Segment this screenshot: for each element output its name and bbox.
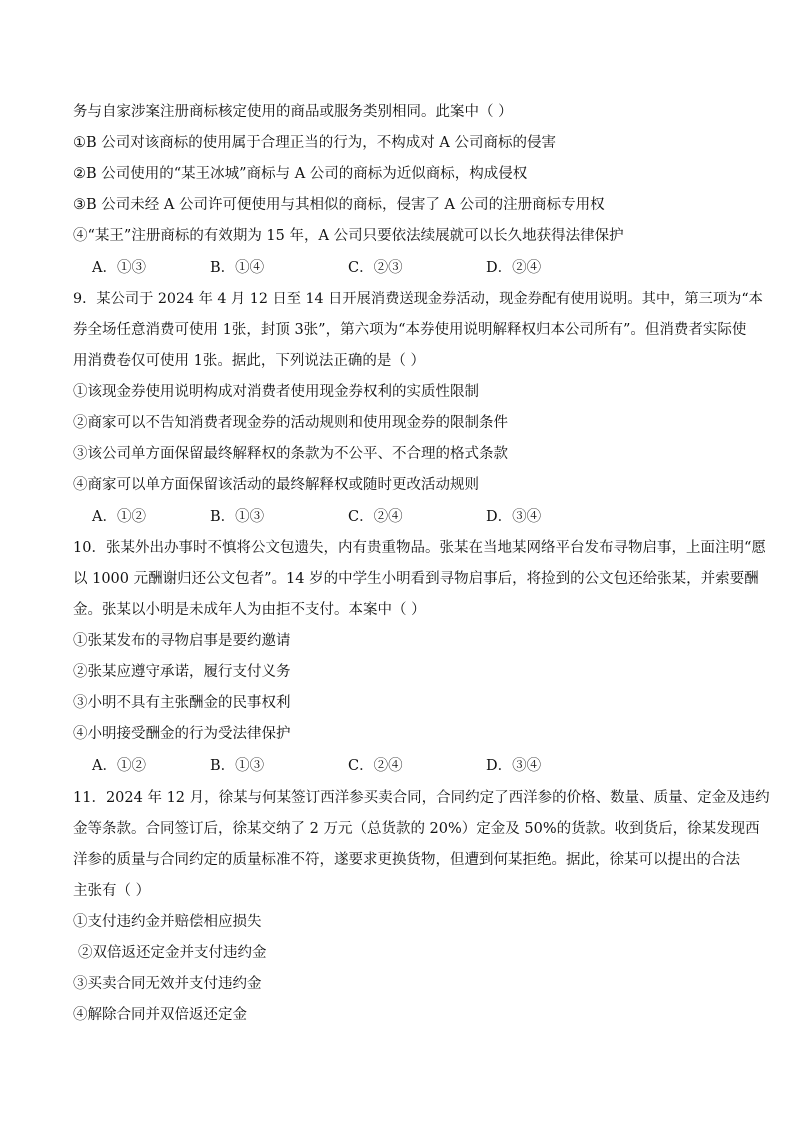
q10-statement-2: ②张某应遵守承诺，履行支付义务 xyxy=(73,664,291,680)
q8-option-c: C．②③ xyxy=(348,260,403,276)
q10-stem-line-3: 金。张某以小明是未成年人为由拒不支付。本案中（ ） xyxy=(73,602,426,618)
q9-options xyxy=(92,507,692,527)
q8-option-a: A．①③ xyxy=(92,260,146,276)
q10-option-c: C．②④ xyxy=(348,758,403,774)
q9-statement-2: ②商家可以不告知消费者现金券的活动规则和使用现金券的限制条件 xyxy=(73,415,508,431)
q11-stem-line-4: 主张有（ ） xyxy=(73,883,151,899)
q10-option-b: B．①③ xyxy=(210,758,265,774)
q11-stem-line-2: 金等条款。合同签订后，徐某交纳了 2 万元（总货款的 20%）定金及 50%的货款。收到货后，徐某发现西 xyxy=(73,821,760,837)
q10-statement-3: ③小明不具有主张酬金的民事权利 xyxy=(73,695,291,711)
q9-option-b: B．①③ xyxy=(210,509,265,525)
q9-stem-line-1: 9．某公司于 2024 年 4 月 12 日至 14 日开展消费送现金券活动，现金券配有使用说明。其中，第三项为“本 xyxy=(73,291,763,307)
q8-option-d: D．②④ xyxy=(486,260,542,276)
q11-statement-4: ④解除合同并双倍返还定金 xyxy=(73,1007,247,1023)
q9-option-d: D．③④ xyxy=(486,509,542,525)
q10-statement-4: ④小明接受酬金的行为受法律保护 xyxy=(73,726,291,742)
q8-option-b: B．①④ xyxy=(210,260,265,276)
q11-stem-line-1: 11．2024 年 12 月，徐某与何某签订西洋参买卖合同，合同约定了西洋参的价格、数量、质量、定金及违约 xyxy=(73,790,770,806)
q11-statement-2: ②双倍返还定金并支付违约金 xyxy=(78,945,267,961)
q9-option-a: A．①② xyxy=(92,509,146,525)
q9-statement-3: ③该公司单方面保留最终解释权的条款为不公平、不合理的格式条款 xyxy=(73,446,508,462)
q11-stem-line-3: 洋参的质量与合同约定的质量标准不符，遂要求更换货物，但遭到何某拒绝。据此，徐某可以提出的合法 xyxy=(73,852,740,868)
q10-statement-1: ①张某发布的寻物启事是要约邀请 xyxy=(73,633,291,649)
q8-statement-4: ④“某王”注册商标的有效期为 15 年，A 公司只要依法续展就可以长久地获得法律保护 xyxy=(73,228,624,244)
q9-option-c: C．②④ xyxy=(348,509,403,525)
q10-options xyxy=(92,756,692,776)
q10-stem-line-1: 10．张某外出办事时不慎将公文包遗失，内有贵重物品。张某在当地某网络平台发布寻物启事，上面注明“愿 xyxy=(73,540,766,556)
q10-option-a: A．①② xyxy=(92,758,146,774)
q8-stem-tail: 务与自家涉案注册商标核定使用的商品或服务类别相同。此案中（ ） xyxy=(73,104,513,120)
q8-options xyxy=(92,258,692,278)
q10-option-d: D．③④ xyxy=(486,758,542,774)
q11-statement-3: ③买卖合同无效并支付违约金 xyxy=(73,976,262,992)
q11-statement-1: ①支付违约金并赔偿相应损失 xyxy=(73,914,262,930)
q8-statement-2: ②B 公司使用的“某王冰城”商标与 A 公司的商标为近似商标，构成侵权 xyxy=(73,166,528,182)
q9-statement-1: ①该现金券使用说明构成对消费者使用现金券权利的实质性限制 xyxy=(73,384,479,400)
q8-statement-1: ①B 公司对该商标的使用属于合理正当的行为，不构成对 A 公司商标的侵害 xyxy=(73,135,556,151)
q9-statement-4: ④商家可以单方面保留该活动的最终解释权或随时更改活动规则 xyxy=(73,477,479,493)
q10-stem-line-2: 以 1000 元酬谢归还公文包者”。14 岁的中学生小明看到寻物启事后，将捡到的公文包还给张某，并索要酬 xyxy=(73,571,759,587)
q9-stem-line-3: 用消费卷仅可使用 1张。据此，下列说法正确的是（ ） xyxy=(73,353,425,369)
q9-stem-line-2: 券全场任意消费可使用 1张，封顶 3张”，第六项为“本券使用说明解释权归本公司所有”。但消费者实际使 xyxy=(73,322,747,338)
q8-statement-3: ③B 公司未经 A 公司许可便使用与其相似的商标，侵害了 A 公司的注册商标专用权 xyxy=(73,197,605,213)
